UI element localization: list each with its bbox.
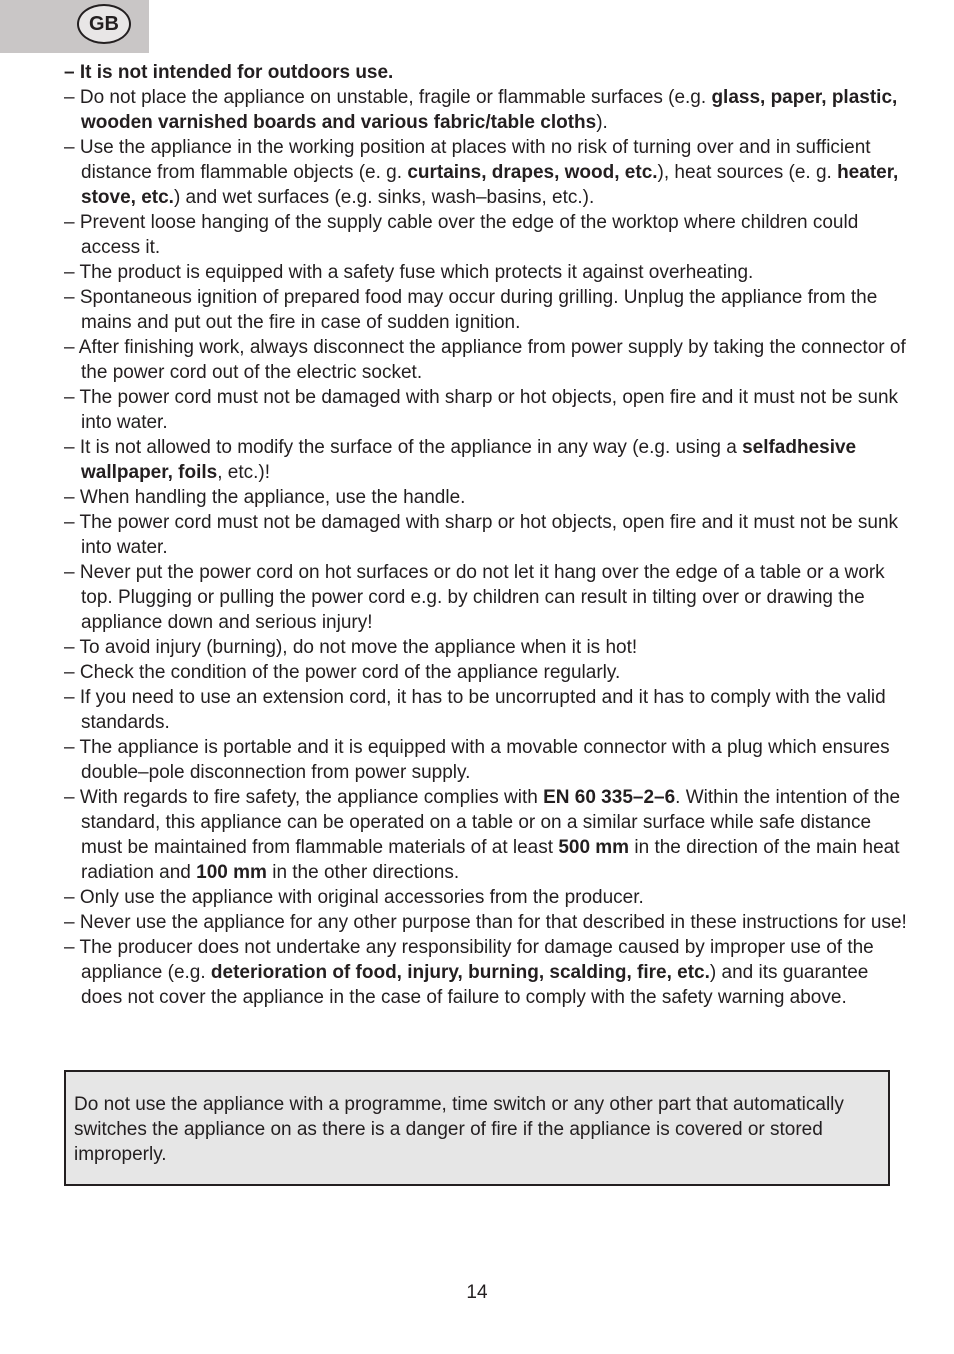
instruction-item (64, 485, 908, 510)
instruction-text: – If you need to use an extension cord, it has to be uncorrupted and it has to comply with the valid standards. (64, 687, 886, 733)
instruction-text: – When handling the appliance, use the handle. (64, 487, 466, 508)
instruction-item (64, 260, 908, 285)
instruction-text: – Check the condition of the power cord of the appliance regularly. (64, 662, 621, 683)
instruction-text: – The power cord must not be damaged with sharp or hot objects, open fire and it must not be sunk into water. (64, 387, 899, 433)
instruction-item (64, 335, 908, 385)
instruction-item (64, 910, 908, 935)
emphasized-text: curtains, drapes, wood, etc. (407, 162, 658, 183)
instruction-item (64, 135, 908, 210)
instruction-item (64, 560, 908, 635)
instruction-text: ) and its guarantee does not cover the appliance in the case of failure to comply with the safety warning above. (81, 962, 869, 1008)
instruction-text: – Do not place the appliance on unstable, fragile or flammable surfaces (e.g. (64, 87, 712, 108)
instruction-text: – The appliance is portable and it is equipped with a movable connector with a plug which ensures double–pole disconnection from power supply. (64, 737, 890, 783)
instruction-item (64, 785, 908, 885)
instruction-item (64, 685, 908, 735)
instruction-text: – It is not allowed to modify the surface of the appliance in any way (e.g. using a (64, 437, 743, 458)
language-tab (0, 0, 149, 53)
emphasized-text: selfadhesive wallpaper, foils (81, 437, 857, 483)
emphasized-text: 100 mm (196, 862, 267, 883)
instruction-text: ) and wet surfaces (e.g. sinks, wash–basins, etc.). (173, 187, 595, 208)
emphasized-text: heater, stove, etc. (81, 162, 899, 208)
instruction-text: in the direction of the main heat radiation and (81, 837, 900, 883)
instruction-text: – Use the appliance in the working position at places with no risk of turning over and in sufficient distance from flammable objects (e. g. (64, 137, 871, 183)
emphasized-text: – It is not intended for outdoors use. (64, 62, 394, 83)
instruction-item (64, 85, 908, 135)
page-number: 14 (466, 1282, 488, 1303)
instruction-text: ), heat sources (e. g. (657, 162, 838, 183)
instruction-text: ). (596, 112, 608, 133)
instruction-text: – Never use the appliance for any other purpose than for that described in these instructions for use! (64, 912, 907, 933)
instruction-text: – To avoid injury (burning), do not move the appliance when it is hot! (64, 637, 638, 658)
instruction-item (64, 210, 908, 260)
emphasized-text: EN 60 335–2–6 (543, 787, 676, 808)
instruction-item (64, 60, 908, 85)
instruction-text: . Within the intention of the standard, this appliance can be operated on a table or on a similar surface while safe distance must be maintained from flammable materials of at least (81, 787, 901, 858)
instruction-item (64, 735, 908, 785)
safety-instructions-list (64, 60, 908, 1010)
instruction-item (64, 510, 908, 560)
emphasized-text: deterioration of food, injury, burning, scalding, fire, etc. (210, 962, 710, 983)
instruction-text: , etc.)! (217, 462, 271, 483)
instruction-text: – Only use the appliance with original accessories from the producer. (64, 887, 644, 908)
instruction-text: – The product is equipped with a safety fuse which protects it against overheating. (64, 262, 754, 283)
instruction-text: in the other directions. (266, 862, 460, 883)
instruction-text: – Never put the power cord on hot surfaces or do not let it hang over the edge of a table or a work top. Plugging or pulling the power cord e.g. by children can result in tilting over or drawing the appliance down and serious injury! (64, 562, 885, 633)
instruction-item (64, 435, 908, 485)
warning-notice-box (64, 1070, 890, 1186)
instruction-item (64, 385, 908, 435)
emphasized-text: glass, paper, plastic, wooden varnished boards and various fabric/table cloths (81, 87, 898, 133)
instruction-text: – The producer does not undertake any responsibility for damage caused by improper use of the appliance (e.g. (64, 937, 874, 983)
instruction-item (64, 635, 908, 660)
instruction-item (64, 885, 908, 910)
emphasized-text: 500 mm (558, 837, 630, 858)
instruction-text: – Spontaneous ignition of prepared food may occur during grilling. Unplug the appliance from the mains and put out the fire in case of sudden ignition. (64, 287, 878, 333)
instruction-item (64, 660, 908, 685)
instruction-text: – Prevent loose hanging of the supply cable over the edge of the worktop where children could access it. (64, 212, 859, 258)
instruction-text: – With regards to fire safety, the appliance complies with (64, 787, 544, 808)
instruction-text: – After finishing work, always disconnect the appliance from power supply by taking the connector of the power cord out of the electric socket. (64, 337, 906, 383)
language-badge: GB (77, 4, 131, 44)
instruction-item (64, 935, 908, 1010)
instruction-text: – The power cord must not be damaged with sharp or hot objects, open fire and it must not be sunk into water. (64, 512, 899, 558)
instruction-item (64, 285, 908, 335)
warning-notice-text: Do not use the appliance with a programme, time switch or any other part that automatically switches the appliance on as there is a danger of fire if the appliance is covered or stored improperly. (74, 1094, 844, 1165)
